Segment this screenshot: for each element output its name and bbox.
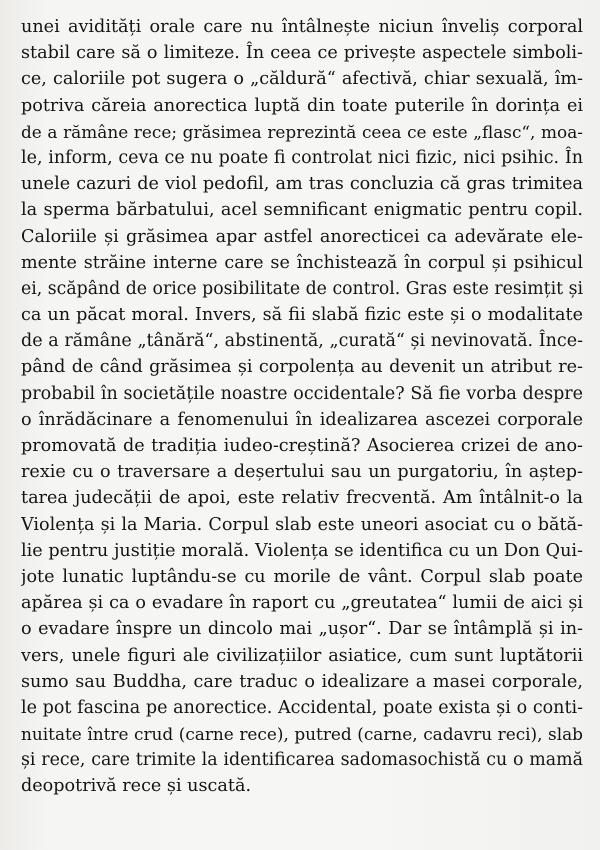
text-line: stabil care să o limiteze. În ceea ce privește aspectele simboli-: [21, 43, 583, 64]
text-line: sumo sau Buddha, care traduc o idealizare a masei corporale,: [21, 671, 583, 692]
text-line: o evadare înspre un dincolo mai „ușor“. Dar se întâmplă și in-: [21, 619, 583, 640]
text-line: promovată de tradiția iudeo-creștină? Asocierea crizei de ano-: [21, 436, 583, 456]
text-line: rexie cu o traversare a deșertului sau un purgatoriu, în aștep-: [21, 462, 583, 483]
text-line: le pot fascina pe anorectice. Accidental, poate exista și o conti-: [21, 697, 583, 718]
text-line: ce, caloriile pot sugera o „căldură“ afectivă, chiar sexuală, îm-: [21, 69, 583, 90]
text-line: unele cazuri de viol pedofil, am tras concluzia că gras trimitea: [21, 174, 583, 195]
text-line: nuitate între crud (carne rece), putred (carne, cadavru reci), slab: [21, 724, 583, 745]
text-line: mente străine interne care se închistează în corpul și psihicul: [21, 252, 583, 273]
text-line: vers, unele figuri ale civilizațiilor asiatice, cum sunt luptătorii: [21, 645, 583, 666]
text-line: potriva căreia anorectica luptă din toate puterile în dorința ei: [21, 95, 583, 116]
text-line: unei avidități orale care nu întâlnește niciun înveliș corporal: [21, 17, 583, 37]
text-line: Caloriile și grăsimea apar astfel anorecticei ca adevărate ele-: [21, 226, 583, 247]
text-line: lie pentru justiție morală. Violența se identifica cu un Don Qui-: [21, 540, 583, 561]
text-line: de a rămâne rece; grăsimea reprezintă ceea ce este „flasc“, moa-: [21, 121, 583, 142]
text-line: la sperma bărbatului, acel semnificant enigmatic pentru copil.: [21, 200, 583, 221]
text-line: și rece, care trimite la identificarea sadomasochistă cu o mamă: [21, 750, 583, 771]
text-line: probabil în societățile noastre occidentale? Să fie vorba despre: [21, 383, 583, 404]
text-line: tarea judecății de apoi, este relativ frecventă. Am întâlnit-o la: [21, 488, 583, 509]
body-text: [21, 14, 583, 800]
text-line: jote lunatic luptându-se cu morile de vânt. Corpul slab poate: [21, 566, 583, 587]
text-line: ca un păcat moral. Invers, să fii slabă fizic este și o modalitate: [21, 305, 583, 326]
text-line: Violența și la Maria. Corpul slab este uneori asociat cu o bătă-: [21, 514, 583, 535]
text-line: pând de când grăsimea și corpolența au devenit un atribut re-: [21, 357, 583, 378]
text-line: o înrădăcinare a fenomenului în idealizarea ascezei corporale: [21, 409, 583, 430]
text-line: le, inform, ceva ce nu poate fi controlat nici fizic, nici psihic. În: [21, 147, 583, 168]
text-line: de a rămâne „tânără“, abstinentă, „curată“ și nevinovată. Înce-: [21, 331, 583, 352]
text-line: apărea și ca o evadare în raport cu „greutatea“ lumii de aici și: [21, 593, 583, 614]
text-line-last: deopotrivă rece și uscată.: [21, 776, 252, 797]
text-line: ei, scăpând de orice posibilitate de control. Gras este resimțit și: [21, 278, 583, 299]
